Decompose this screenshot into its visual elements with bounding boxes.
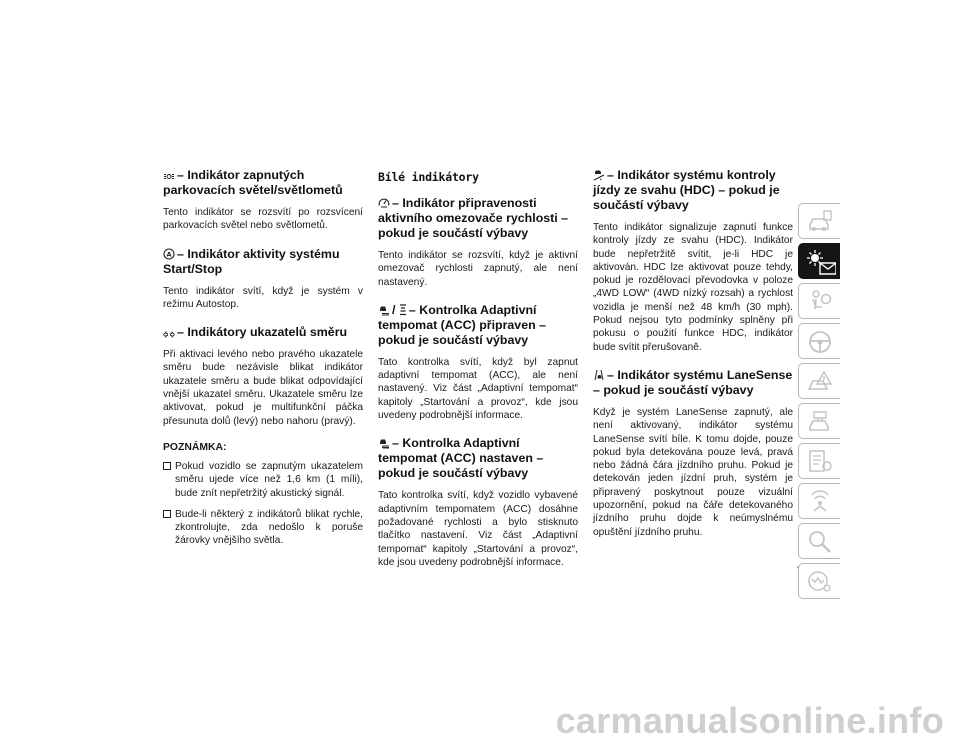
heading-acc-ready: / – Kontrolka Adaptivní tempomat (ACC) připraven – pokud je součástí výbavy — [378, 302, 546, 347]
watermark — [0, 700, 960, 742]
text-start-stop: Tento indikátor svítí, když je systém v režimu Autostop. — [163, 285, 363, 310]
heading-acc-set: – Kontrolka Adaptivní tempomat (ACC) nastaven – pokud je součástí výbavy — [378, 436, 544, 481]
column-right — [593, 168, 793, 553]
acc-ready-bars-icon — [399, 304, 407, 316]
watermark-text: carmanualsonline.info — [555, 700, 944, 741]
side-tab-airbag[interactable] — [798, 283, 840, 319]
text-hill-descent: Tento indikátor signalizuje zapnutí funkce kontroly jízdy ze svahu (HDC). Indikátor bude nepřetržitě svítit, je-li HDC je aktivován. HDC lze aktivovat pouze tehdy, pokud je rozdělovací převodovka v poloze „4WD LOW“ (4WD nízký rozsah) a rychlost vozidla je menší než 48 km/h (30 mph). Pokud nejsou tyto podmínky splněny při pokusu o použití funkce HDC, indikátor bude svítit přerušovaně. — [593, 222, 793, 353]
text-lanesense: Když je systém LaneSense zapnutý, ale není aktivovaný, indikátor systému LaneSense svítí bíle. K tomu dojde, pouze pokud byla detekována pouze levá, pravá nebo žádná čára jízdního pruhu. Pokud je detekován jeden jízdní pruh, systém je připravený poskytnout pouze vizuální upozornění, pokud na čáře detekovaného jízdního pruhu dojde k neúmyslnému opuštění jízdního pruhu. — [593, 406, 793, 538]
lanesense-icon — [593, 369, 605, 381]
heading-turn-signals: – Indikátory ukazatelů směru — [163, 325, 363, 340]
vehicle-icon — [806, 209, 834, 235]
note-title: POZNÁMKA: — [163, 441, 227, 453]
side-tab-dashboard-warning[interactable] — [798, 243, 840, 279]
side-tab-search[interactable] — [798, 523, 840, 559]
text-speed-limiter: Tento indikátor se rozsvítí, když je aktivní omezovač rychlosti zapnutý, ale není nastavený. — [378, 250, 578, 288]
side-tab-service[interactable] — [798, 403, 840, 439]
list-item: Bude-li některý z indikátorů blikat rychle, zkontrolujte, zda nedošlo k poruše žárovky vnějšího světla. — [163, 508, 363, 548]
acc-ready-car-icon — [378, 304, 390, 316]
heading-start-stop: A – Indikátor aktivity systému Start/Stop — [163, 246, 340, 276]
bullet-box-icon — [163, 510, 171, 518]
speed-limiter-icon — [378, 197, 390, 209]
side-tab-multimedia[interactable] — [798, 483, 840, 519]
service-icon — [806, 409, 834, 435]
heading-hill-descent: – Indikátor systému kontroly jízdy ze svahu (HDC) – pokud je součástí výbavy — [593, 168, 780, 212]
list-item: Pokud vozidlo se zapnutým ukazatelem směru ujede více než 1,6 km (1 míli), bude znít nepřetržitý akustický signál. — [163, 460, 363, 500]
side-tab-road-warning[interactable] — [798, 363, 840, 399]
text-turn-signals: Při aktivaci levého nebo pravého ukazatele směru bude nezávisle blikat indikátor ukazatele směru a bude blikat odpovídající vnější ukazatel směru. Ukazatele směru lze aktivovat, pokud je multifunkční páčka přesunuta dolů (levý) nebo nahoru (pravý). — [163, 349, 363, 427]
text-parking-lights: Tento indikátor se rozsvítí po rozsvícení parkovacích světel nebo světlometů. — [163, 207, 363, 232]
heading-speed-limiter: – Indikátor připravenosti aktivního omezovače rychlosti – pokud je součástí výbavy — [378, 196, 569, 240]
section-title-white-indicators: Bílé indikátory — [378, 170, 479, 184]
heading-parking-lights: – Indikátor zapnutých parkovacích světel/světlometů — [163, 168, 343, 197]
steering-wheel-icon — [806, 329, 834, 355]
bullet-box-icon — [163, 462, 171, 470]
side-tab-vehicle[interactable] — [798, 203, 840, 239]
acc-set-car-icon — [378, 437, 390, 449]
dashboard-warning-icon — [806, 249, 836, 277]
search-icon — [806, 529, 834, 555]
text-acc-ready: Tato kontrolka svítí, když byl zapnut adaptivní tempomat (ACC), ale není nastavený. Viz část „Adaptivní tempomat“ kapitoly „Startování a provoz“, kde jsou uvedeny podrobnější informace. — [378, 356, 578, 422]
multimedia-icon — [806, 489, 834, 515]
airbag-icon — [806, 289, 834, 315]
language-icon — [806, 569, 834, 595]
heading-lanesense: – Indikátor systému LaneSense – pokud je součástí výbavy — [593, 367, 793, 397]
hill-descent-icon — [593, 169, 605, 181]
column-left — [163, 168, 363, 556]
turn-signal-icon — [163, 331, 175, 338]
svg-text:A: A — [166, 249, 172, 258]
side-tab-steering[interactable] — [798, 323, 840, 359]
note-list — [163, 460, 363, 548]
road-warning-icon — [806, 369, 834, 395]
column-middle — [378, 168, 578, 583]
side-tab-specifications[interactable] — [798, 443, 840, 479]
side-tab-language[interactable] — [798, 563, 840, 599]
start-stop-icon — [163, 248, 175, 260]
side-tab-bar — [798, 203, 841, 603]
parking-lights-icon — [163, 172, 175, 181]
text-acc-set: Tato kontrolka svítí, když vozidlo vybavené adaptivním tempomatem (ACC) dosáhne požadované rychlosti a bylo stisknuto tlačítko nastavení. Viz část „Adaptivní tempomat“ kapitoly „Startování a provoz“, kde jsou uvedeny podrobnější informace. — [378, 490, 578, 568]
specifications-icon — [806, 449, 834, 475]
